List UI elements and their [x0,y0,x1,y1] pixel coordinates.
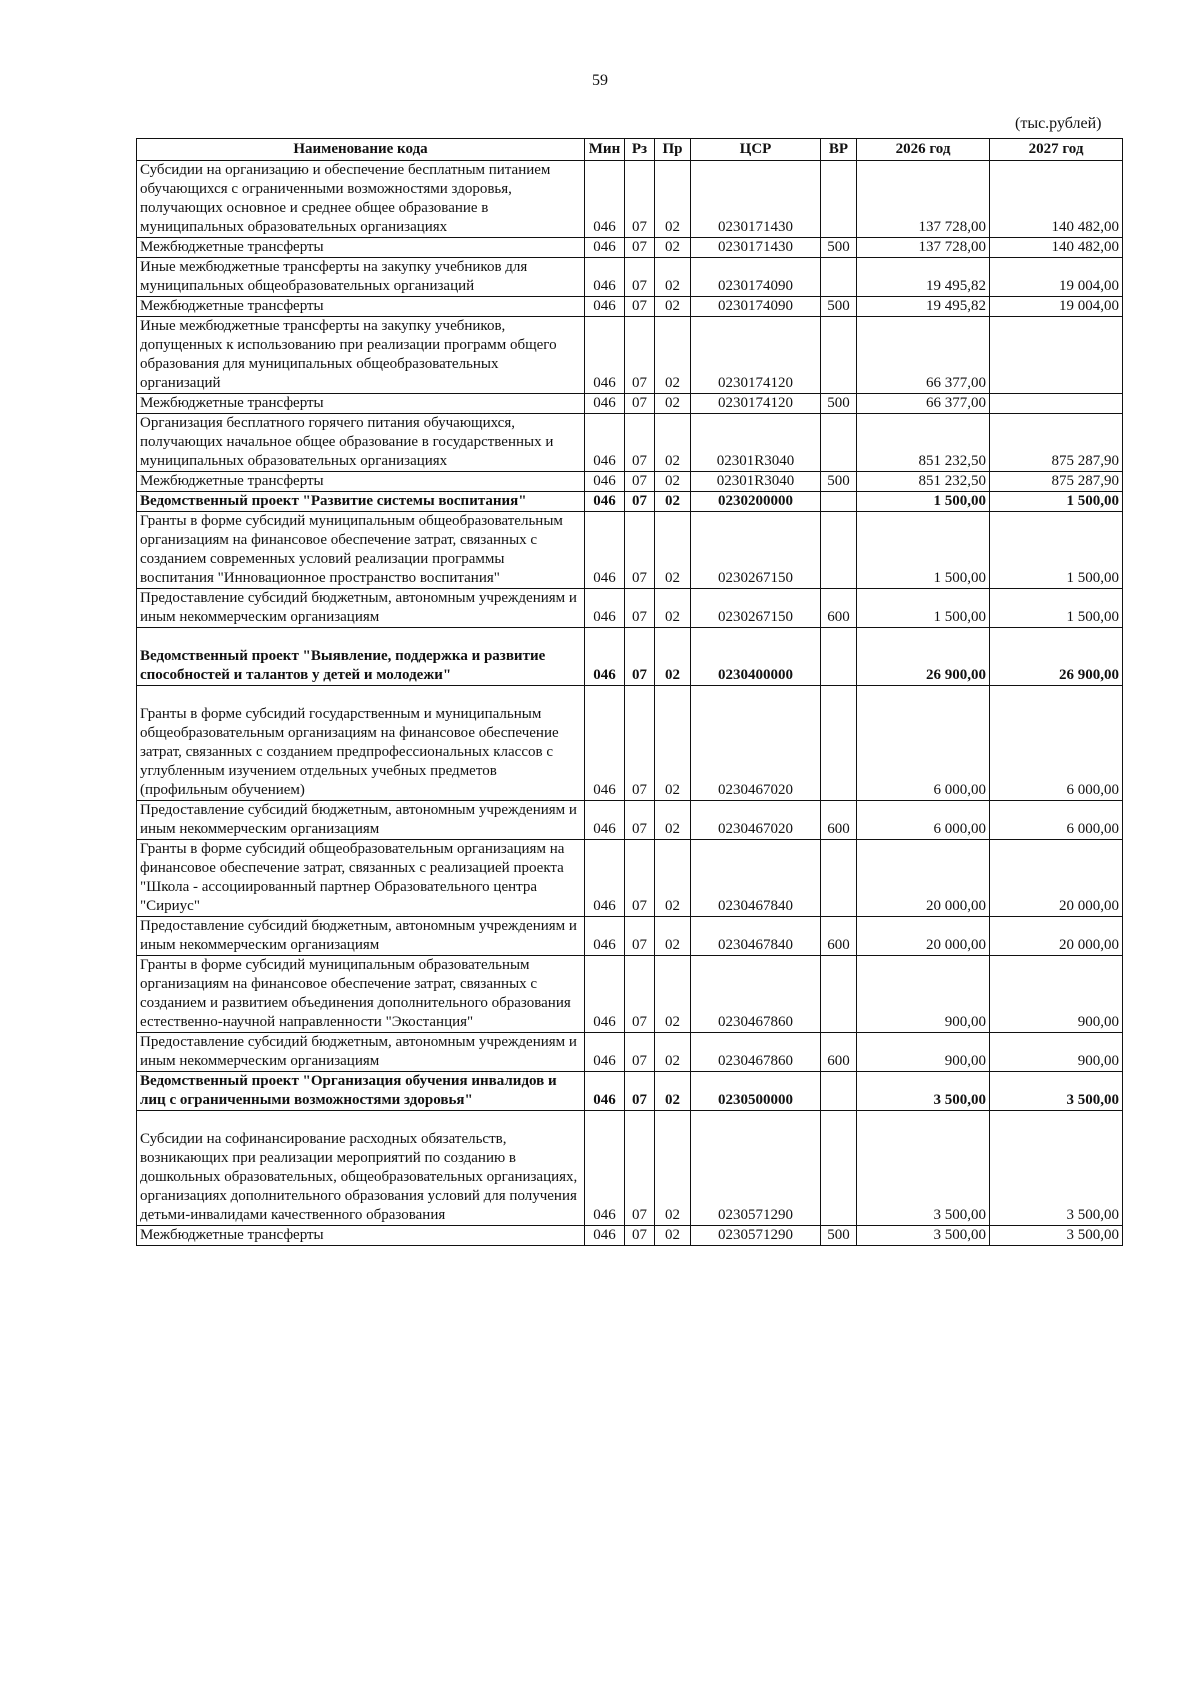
cell-vr [821,686,857,801]
cell-vr: 500 [821,297,857,317]
cell-vr: 500 [821,394,857,414]
cell-pr: 02 [655,1226,691,1246]
cell-y2027: 3 500,00 [990,1072,1123,1111]
cell-y2026: 20 000,00 [857,840,990,917]
cell-min: 046 [585,1072,625,1111]
cell-vr [821,840,857,917]
cell-y2027: 26 900,00 [990,628,1123,686]
cell-vr: 500 [821,472,857,492]
cell-name: Ведомственный проект "Организация обучения инвалидов и лиц с ограниченными возможностями здоровья" [137,1072,585,1111]
cell-min: 046 [585,414,625,472]
cell-name: Межбюджетные трансферты [137,1226,585,1246]
cell-vr [821,1072,857,1111]
cell-min: 046 [585,512,625,589]
cell-y2027: 6 000,00 [990,801,1123,840]
cell-pr: 02 [655,492,691,512]
table-row [137,917,1123,956]
cell-pr: 02 [655,589,691,628]
cell-y2026: 3 500,00 [857,1226,990,1246]
cell-y2026: 3 500,00 [857,1111,990,1226]
table-row [137,628,1123,686]
cell-csr: 0230267150 [691,512,821,589]
cell-vr: 600 [821,1033,857,1072]
cell-y2027: 875 287,90 [990,414,1123,472]
cell-vr [821,492,857,512]
table-row [137,394,1123,414]
cell-rz: 07 [625,1033,655,1072]
table-row [137,258,1123,297]
cell-csr: 0230174090 [691,297,821,317]
units-label: (тыс.рублей) [1015,115,1102,132]
cell-rz: 07 [625,1226,655,1246]
cell-rz: 07 [625,414,655,472]
cell-y2026: 6 000,00 [857,686,990,801]
cell-pr: 02 [655,238,691,258]
cell-rz: 07 [625,258,655,297]
cell-y2027: 875 287,90 [990,472,1123,492]
cell-y2027 [990,317,1123,394]
cell-y2026: 19 495,82 [857,297,990,317]
table-body [137,161,1123,1246]
cell-pr: 02 [655,801,691,840]
cell-name: Межбюджетные трансферты [137,297,585,317]
cell-vr: 600 [821,917,857,956]
table-row [137,512,1123,589]
cell-name: Гранты в форме субсидий муниципальным общеобразовательным организациям на финансовое обеспечение затрат, связанных с созданием современных условий реализации программы воспитания "Инновационное пространство воспитания" [137,512,585,589]
cell-csr: 0230467860 [691,1033,821,1072]
cell-y2026: 137 728,00 [857,161,990,238]
cell-pr: 02 [655,628,691,686]
cell-min: 046 [585,956,625,1033]
cell-pr: 02 [655,840,691,917]
header-name: Наименование кода [137,139,585,161]
page-number: 59 [592,72,608,89]
cell-min: 046 [585,238,625,258]
cell-y2026: 900,00 [857,956,990,1033]
table-row [137,1072,1123,1111]
cell-pr: 02 [655,1033,691,1072]
cell-rz: 07 [625,917,655,956]
cell-rz: 07 [625,492,655,512]
cell-name: Предоставление субсидий бюджетным, автономным учреждениям и иным некоммерческим организациям [137,1033,585,1072]
table-row [137,840,1123,917]
cell-rz: 07 [625,628,655,686]
cell-pr: 02 [655,686,691,801]
cell-rz: 07 [625,472,655,492]
cell-y2026: 19 495,82 [857,258,990,297]
cell-csr: 0230500000 [691,1072,821,1111]
cell-y2027: 20 000,00 [990,840,1123,917]
cell-y2027: 19 004,00 [990,258,1123,297]
cell-y2027: 20 000,00 [990,917,1123,956]
cell-min: 046 [585,917,625,956]
cell-rz: 07 [625,840,655,917]
cell-name: Организация бесплатного горячего питания обучающихся, получающих начальное общее образование в государственных и муниципальных образовательных организациях [137,414,585,472]
cell-pr: 02 [655,258,691,297]
cell-rz: 07 [625,238,655,258]
cell-pr: 02 [655,512,691,589]
table-row [137,589,1123,628]
cell-rz: 07 [625,297,655,317]
cell-y2026: 851 232,50 [857,472,990,492]
budget-table [136,138,1123,1246]
cell-y2027: 1 500,00 [990,512,1123,589]
cell-y2027: 1 500,00 [990,589,1123,628]
cell-name: Предоставление субсидий бюджетным, автономным учреждениям и иным некоммерческим организациям [137,589,585,628]
cell-min: 046 [585,258,625,297]
cell-name: Межбюджетные трансферты [137,394,585,414]
cell-y2026: 66 377,00 [857,394,990,414]
cell-pr: 02 [655,161,691,238]
cell-y2026: 1 500,00 [857,512,990,589]
cell-min: 046 [585,161,625,238]
table-row [137,472,1123,492]
cell-rz: 07 [625,956,655,1033]
cell-name: Иные межбюджетные трансферты на закупку учебников для муниципальных общеобразовательных организаций [137,258,585,297]
table-header-row [137,139,1123,161]
cell-vr: 600 [821,801,857,840]
cell-y2027: 3 500,00 [990,1226,1123,1246]
cell-y2027: 140 482,00 [990,238,1123,258]
cell-rz: 07 [625,1072,655,1111]
cell-pr: 02 [655,414,691,472]
cell-min: 046 [585,317,625,394]
cell-min: 046 [585,492,625,512]
cell-min: 046 [585,1226,625,1246]
header-2026: 2026 год [857,139,990,161]
cell-y2026: 6 000,00 [857,801,990,840]
table-row [137,801,1123,840]
cell-csr: 0230171430 [691,238,821,258]
table-row [137,1226,1123,1246]
cell-rz: 07 [625,1111,655,1226]
cell-csr: 0230171430 [691,161,821,238]
cell-vr [821,956,857,1033]
cell-rz: 07 [625,589,655,628]
cell-vr: 500 [821,238,857,258]
cell-vr [821,1111,857,1226]
cell-rz: 07 [625,512,655,589]
cell-vr: 600 [821,589,857,628]
cell-vr: 500 [821,1226,857,1246]
cell-min: 046 [585,1111,625,1226]
header-min: Мин [585,139,625,161]
cell-name: Гранты в форме субсидий общеобразовательным организациям на финансовое обеспечение затрат, связанных с реализацией проекта "Школа - ассоциированный партнер Образовательного центра "Сириус" [137,840,585,917]
cell-y2027: 3 500,00 [990,1111,1123,1226]
cell-pr: 02 [655,1111,691,1226]
cell-csr: 0230267150 [691,589,821,628]
header-csr: ЦСР [691,139,821,161]
table-row [137,414,1123,472]
cell-y2027: 900,00 [990,1033,1123,1072]
cell-csr: 0230467840 [691,917,821,956]
cell-rz: 07 [625,686,655,801]
header-rz: Рз [625,139,655,161]
cell-rz: 07 [625,161,655,238]
cell-name: Ведомственный проект "Развитие системы воспитания" [137,492,585,512]
cell-csr: 0230200000 [691,492,821,512]
cell-y2026: 66 377,00 [857,317,990,394]
cell-y2026: 137 728,00 [857,238,990,258]
cell-pr: 02 [655,394,691,414]
cell-y2026: 3 500,00 [857,1072,990,1111]
cell-name: Предоставление субсидий бюджетным, автономным учреждениям и иным некоммерческим организациям [137,917,585,956]
cell-name: Предоставление субсидий бюджетным, автономным учреждениям и иным некоммерческим организациям [137,801,585,840]
cell-y2027: 900,00 [990,956,1123,1033]
cell-min: 046 [585,297,625,317]
cell-y2027: 1 500,00 [990,492,1123,512]
cell-y2026: 1 500,00 [857,492,990,512]
cell-min: 046 [585,840,625,917]
cell-name: Межбюджетные трансферты [137,472,585,492]
cell-y2026: 26 900,00 [857,628,990,686]
cell-rz: 07 [625,394,655,414]
cell-rz: 07 [625,801,655,840]
cell-vr [821,512,857,589]
cell-csr: 0230571290 [691,1111,821,1226]
cell-min: 046 [585,589,625,628]
table-row [137,1033,1123,1072]
cell-vr [821,258,857,297]
cell-y2026: 1 500,00 [857,589,990,628]
cell-rz: 07 [625,317,655,394]
table-row [137,492,1123,512]
cell-name: Гранты в форме субсидий государственным и муниципальным общеобразовательным организациям на финансовое обеспечение затрат, связанных с созданием предпрофессиональных классов с углубленным изучением отдельных учебных предметов (профильным обучением) [137,686,585,801]
cell-csr: 0230467020 [691,801,821,840]
cell-pr: 02 [655,956,691,1033]
table-row [137,686,1123,801]
cell-y2026: 851 232,50 [857,414,990,472]
cell-vr [821,414,857,472]
table-row [137,297,1123,317]
cell-pr: 02 [655,472,691,492]
table-row [137,317,1123,394]
header-vr: ВР [821,139,857,161]
table-row [137,238,1123,258]
cell-csr: 0230467860 [691,956,821,1033]
cell-name: Гранты в форме субсидий муниципальным образовательным организациям на финансовое обеспечение затрат, связанных с созданием и развитием объединения дополнительного образования естественно-научной направленности "Экостанция" [137,956,585,1033]
cell-csr: 0230467840 [691,840,821,917]
cell-csr: 02301R3040 [691,414,821,472]
header-pr: Пр [655,139,691,161]
cell-min: 046 [585,472,625,492]
cell-pr: 02 [655,317,691,394]
cell-vr [821,317,857,394]
cell-y2027: 19 004,00 [990,297,1123,317]
cell-vr [821,628,857,686]
cell-csr: 0230174120 [691,394,821,414]
cell-y2027: 140 482,00 [990,161,1123,238]
cell-csr: 0230174120 [691,317,821,394]
cell-name: Иные межбюджетные трансферты на закупку учебников, допущенных к использованию при реализации программ общего образования для муниципальных общеобразовательных организаций [137,317,585,394]
cell-pr: 02 [655,297,691,317]
cell-pr: 02 [655,1072,691,1111]
cell-min: 046 [585,801,625,840]
cell-y2026: 20 000,00 [857,917,990,956]
cell-csr: 0230467020 [691,686,821,801]
cell-min: 046 [585,628,625,686]
cell-vr [821,161,857,238]
cell-y2026: 900,00 [857,1033,990,1072]
table-row [137,161,1123,238]
cell-csr: 02301R3040 [691,472,821,492]
cell-csr: 0230400000 [691,628,821,686]
cell-name: Субсидии на организацию и обеспечение бесплатным питанием обучающихся с ограниченными возможностями здоровья, получающих основное и среднее общее образование в муниципальных образовательных организациях [137,161,585,238]
cell-name: Субсидии на софинансирование расходных обязательств, возникающих при реализации мероприятий по созданию в дошкольных образовательных, общеобразовательных организациях, организациях дополнительного образования условий для получения детьми-инвалидами качественного образования [137,1111,585,1226]
cell-pr: 02 [655,917,691,956]
cell-min: 046 [585,686,625,801]
cell-csr: 0230571290 [691,1226,821,1246]
cell-y2027 [990,394,1123,414]
table-row [137,1111,1123,1226]
cell-y2027: 6 000,00 [990,686,1123,801]
cell-csr: 0230174090 [691,258,821,297]
table-row [137,956,1123,1033]
header-2027: 2027 год [990,139,1123,161]
cell-min: 046 [585,1033,625,1072]
cell-name: Ведомственный проект "Выявление, поддержка и развитие способностей и талантов у детей и молодежи" [137,628,585,686]
cell-min: 046 [585,394,625,414]
cell-name: Межбюджетные трансферты [137,238,585,258]
